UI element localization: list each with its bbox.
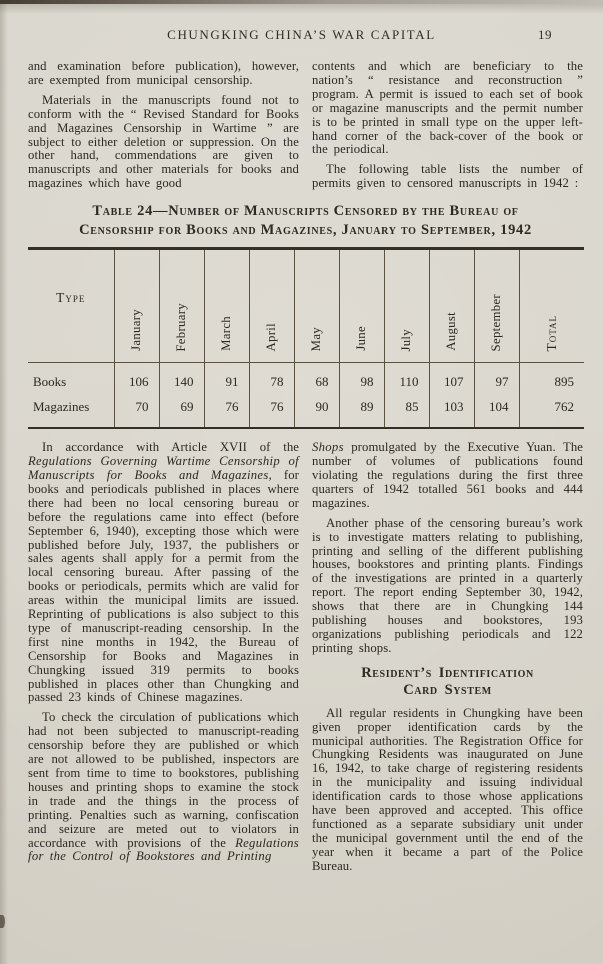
column-header-label: September xyxy=(489,293,503,352)
page-number: 19 xyxy=(538,27,552,42)
scan-smudge xyxy=(0,915,5,928)
column-header-total xyxy=(519,249,584,363)
paragraph xyxy=(312,517,583,656)
bottom-right-top-paragraphs xyxy=(312,441,583,656)
body-text: In accordance with Article XVII of the xyxy=(42,440,299,455)
table-title-line-1: Table 24—Number of Manuscripts Censored by the Bureau of xyxy=(92,203,519,220)
column-header-label: Total xyxy=(543,314,559,352)
row-label: Books xyxy=(33,374,67,390)
section-heading-line-2: Card System xyxy=(403,681,492,698)
table-row-magazines xyxy=(28,394,584,428)
table-24-block xyxy=(28,202,583,429)
censorship-permits-table xyxy=(28,247,584,429)
paragraph xyxy=(28,711,299,864)
table-cell-value: 103 xyxy=(429,394,474,428)
column-header-march xyxy=(204,249,249,363)
table-cell-value: 104 xyxy=(474,394,519,428)
row-label: Magazines xyxy=(33,399,90,415)
column-header-june xyxy=(339,249,384,363)
body-text: Another phase of the censoring bureau’s work is to investigate matters relating to publishing, printing and selling of the different publishing houses, bookstores and printing plants. Findings of the investigations are printed in a quarterly report. The report ending September 30, 1942, shows that there are in Chungking 144 publishing houses and bookstores, 193 organizations publishing periodicals and 122 printing shops. xyxy=(312,515,583,655)
column-header-august xyxy=(429,249,474,363)
bottom-columns xyxy=(28,441,583,879)
table-cell-value: 89 xyxy=(339,394,384,428)
table-cell-value: 106 xyxy=(114,363,159,395)
table-body xyxy=(28,363,584,429)
body-text: and examination before publication), however, are exempted from municipal censorship. xyxy=(28,59,299,87)
column-header-label: Type xyxy=(56,290,86,306)
paragraph xyxy=(312,441,583,511)
body-text: Materials in the manuscripts found not to conform with the “ Revised Standard for Books and Magazines Censorship in Wartime ” are subject to either deletion or suppression. On the other hand, commendations are given to manuscripts and other materials for books and magazines which have good xyxy=(28,92,299,191)
table-cell-value: 78 xyxy=(249,363,294,395)
body-text: contents and which are beneficiary to the nation’s “ resistance and reconstruction ” program. A permit is issued to each set of book or magazine manuscripts and the permit number is to be printed in small type on the upper left-hand corner of the back-cover of the book or the periodical. xyxy=(312,59,583,157)
table-cell-value: 110 xyxy=(384,363,429,395)
column-header-label: February xyxy=(174,302,188,352)
table-cell-value: 70 xyxy=(114,394,159,428)
paragraph xyxy=(28,60,299,88)
running-head xyxy=(0,27,603,43)
table-cell-value: 68 xyxy=(294,363,339,395)
table-cell-value: 76 xyxy=(204,394,249,428)
body-text: promulgated by the Executive Yuan. The number of volumes of publications found violating the regulations during the first three quarters of 1942 totalled 561 books and 444 magazines. xyxy=(312,440,583,510)
body-text: To check the circulation of publications which had not been subjected to manuscript-reading censorship before they are published or which are not allowed to be published, inspectors are sent from time to time to bookstores, publishing houses and printing shops to examine the stock in trade and the things in the process of printing. Penalties such as warning, confiscation and seizure are meted out to violators in accordance with provisions of the xyxy=(28,710,299,850)
bottom-column-right xyxy=(312,441,583,879)
table-cell-value: 76 xyxy=(249,394,294,428)
column-header-july xyxy=(384,249,429,363)
column-header-september xyxy=(474,249,519,363)
column-header-type xyxy=(28,249,114,363)
table-cell-value: 90 xyxy=(294,394,339,428)
column-header-label: January xyxy=(129,309,143,352)
table-cell-value: 762 xyxy=(519,394,584,428)
column-header-may xyxy=(294,249,339,363)
table-cell-value: 140 xyxy=(159,363,204,395)
scan-edge-top-shadow xyxy=(0,4,603,14)
section-heading-resident-id xyxy=(312,665,583,699)
paragraph xyxy=(28,441,299,705)
italic-text: Regulations for the Control of Bookstores and Printing xyxy=(28,835,299,864)
table-cell-value: 895 xyxy=(519,363,584,395)
scan-edge-left xyxy=(0,0,8,964)
top-column-left xyxy=(28,60,299,197)
column-header-february xyxy=(159,249,204,363)
body-text: All regular residents in Chungking have been given proper identification cards by the municipal authorities. The Registration Office for Chungking Residents was inaugurated on June 16, 1942, to take charge of registering residents in the municipality and issuing individual identification cards to those whose applications have been approved and accepted. This office functioned as a separate subsidiary unit under the municipal government until the end of the year when it became a part of the Police Bureau. xyxy=(312,705,583,873)
table-header-row xyxy=(28,249,584,363)
italic-text: Shops xyxy=(312,440,344,455)
top-column-right xyxy=(312,60,583,197)
paragraph xyxy=(312,707,583,874)
section-heading-line-1: Resident’s Identification xyxy=(361,664,534,681)
table-title-line-2: Censorship for Books and Magazines, January to September, 1942 xyxy=(79,222,532,239)
running-head-title: CHUNGKING CHINA’S WAR CAPITAL xyxy=(167,27,436,42)
table-cell-value: 69 xyxy=(159,394,204,428)
column-header-label: May xyxy=(309,326,323,352)
column-header-label: July xyxy=(399,328,413,352)
page-content xyxy=(0,43,603,880)
table-cell-value: 85 xyxy=(384,394,429,428)
bottom-right-bottom-paragraphs xyxy=(312,707,583,874)
table-cell-value: 107 xyxy=(429,363,474,395)
bottom-column-left xyxy=(28,441,299,879)
paragraph xyxy=(312,60,583,157)
column-header-label: April xyxy=(264,322,278,352)
top-columns xyxy=(28,60,583,197)
italic-text: Regulations Governing Wartime Censorship of Manuscripts for Books and Magazines, xyxy=(28,454,299,482)
paragraph xyxy=(28,94,299,191)
column-header-label: August xyxy=(444,312,458,352)
paragraph xyxy=(312,163,583,191)
table-header xyxy=(28,249,584,363)
column-header-april xyxy=(249,249,294,363)
column-header-january xyxy=(114,249,159,363)
column-header-label: March xyxy=(219,316,233,352)
body-text: The following table lists the number of permits given to censored manuscripts in 1942 : xyxy=(312,162,583,191)
table-row-books xyxy=(28,363,584,395)
table-cell-value: 98 xyxy=(339,363,384,395)
column-header-label: June xyxy=(354,326,368,352)
body-text: for books and periodicals published in places where there had been no local censoring bureau or before the regulations came into effect (before September 6, 1940), excepting those which were published before July, 1937, the publishers or sales agents shall apply for a permit from the local censoring bureau. After passing of the books or periodicals, permits which are valid for areas within the municipal limits are issued. Reprinting of publications is also subject to this type of manuscript-reading censorship. In the first nine months in 1942, the Bureau of Censorship for Books and Magazines in Chungking issued 319 permits to books published in places other than Chungking and passed 23 kinds of Chinese magazines. xyxy=(28,467,299,705)
table-cell-value: 91 xyxy=(204,363,249,395)
table-title xyxy=(28,202,583,240)
table-cell-value: 97 xyxy=(474,363,519,395)
